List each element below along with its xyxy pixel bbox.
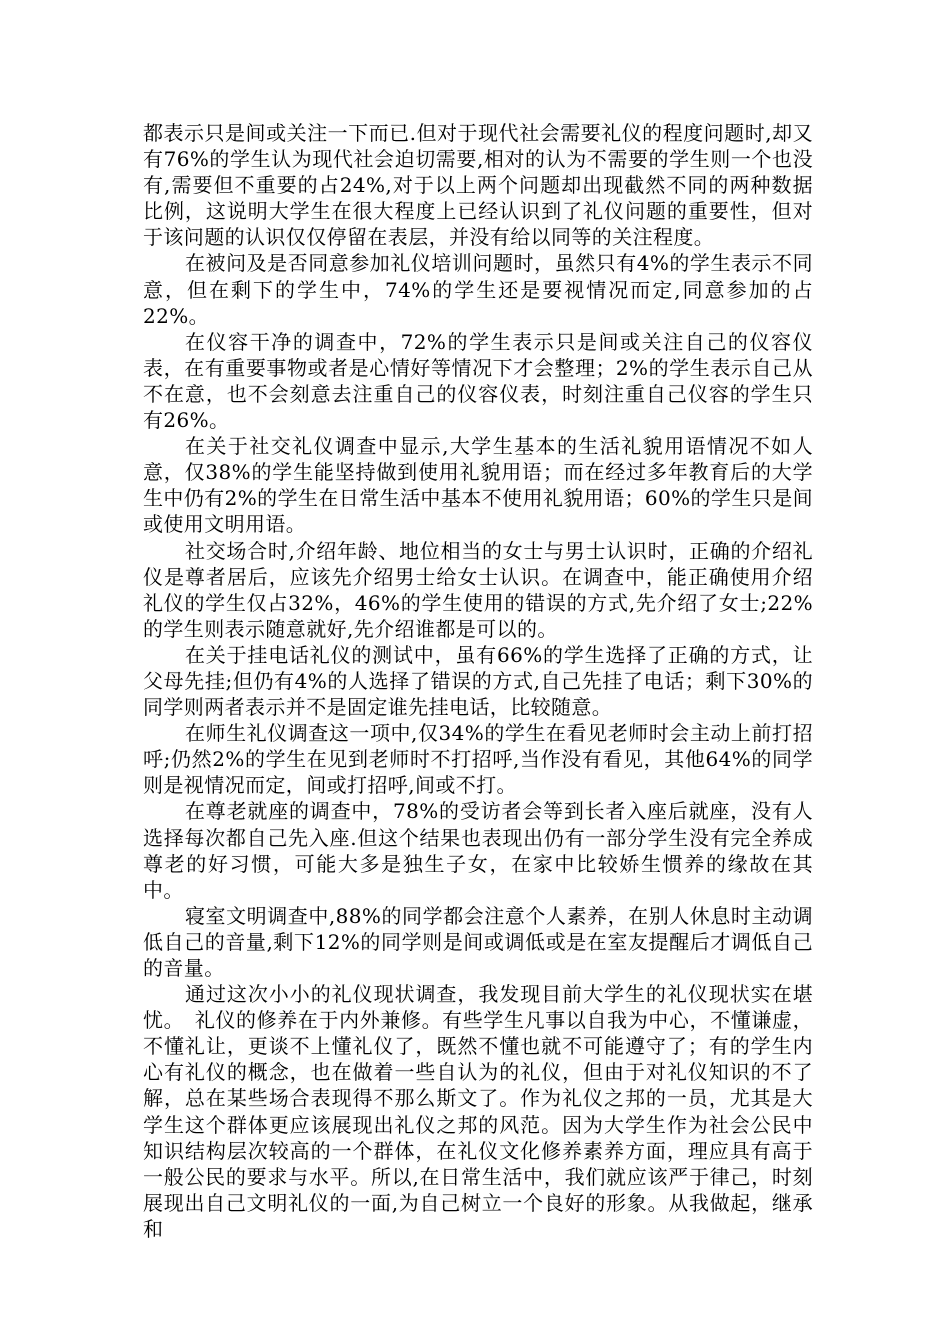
paragraph-5: 社交场合时,介绍年龄、地位相当的女士与男士认识时，正确的介绍礼仪是尊者居后，应该先介绍男士给女士认识。在调查中，能正确使用介绍礼仪的学生仅占32%，46%的学生使用的错误的方式,先介绍了女士;22%的学生则表示随意就好,先介绍谁都是可以的。 — [143, 538, 813, 641]
document-body — [143, 120, 813, 1242]
paragraph-9: 寝室文明调查中,88%的同学都会注意个人素养，在别人休息时主动调低自己的音量,剩下12%的同学则是间或调低或是在室友提醒后才调低自己的音量。 — [143, 903, 813, 980]
paragraph-4: 在关于社交礼仪调查中显示,大学生基本的生活礼貌用语情况不如人意，仅38%的学生能坚持做到使用礼貌用语；而在经过多年教育后的大学生中仍有2%的学生在日常生活中基本不使用礼貌用语；60%的学生只是间或使用文明用语。 — [143, 434, 813, 537]
paragraph-8: 在尊老就座的调查中，78%的受访者会等到长者入座后就座，没有人选择每次都自己先入座.但这个结果也表现出仍有一部分学生没有完全养成尊老的好习惯，可能大多是独生子女，在家中比较娇生惯养的缘故在其中。 — [143, 799, 813, 902]
paragraph-6: 在关于挂电话礼仪的测试中，虽有66%的学生选择了正确的方式，让父母先挂;但仍有4%的人选择了错误的方式,自己先挂了电话；剩下30%的同学则两者表示并不是固定谁先挂电话，比较随意。 — [143, 642, 813, 720]
paragraph-7: 在师生礼仪调查这一项中,仅34%的学生在看见老师时会主动上前打招呼;仍然2%的学生在见到老师时不打招呼,当作没有看见，其他64%的同学则是视情况而定，间或打招呼,间或不打。 — [143, 721, 813, 798]
paragraph-2: 在被问及是否同意参加礼仪培训问题时，虽然只有4%的学生表示不同意，但在剩下的学生中，74%的学生还是要视情况而定,同意参加的占22%。 — [143, 251, 813, 328]
paragraph-10: 通过这次小小的礼仪现状调查，我发现目前大学生的礼仪现状实在堪忧。 礼仪的修养在于内外兼修。有些学生凡事以自我为中心，不懂谦虚，不懂礼让，更谈不上懂礼仪了，既然不懂也就不可能遵守了；有的学生内心有礼仪的概念，也在做着一些自认为的礼仪，但由于对礼仪知识的不了解，总在某些场合表现得不那么斯文了。作为礼仪之邦的一员，尤其是大学生这个群体更应该展现出礼仪之邦的风范。因为大学生作为社会公民中知识结构层次较高的一个群体，在礼仪文化修养素养方面，理应具有高于一般公民的要求与水平。所以,在日常生活中，我们就应该严于律己，时刻展现出自己文明礼仪的一面,为自己树立一个良好的形象。从我做起，继承和 — [143, 982, 813, 1241]
paragraph-1: 都表示只是间或关注一下而已.但对于现代社会需要礼仪的程度问题时,却又有76%的学生认为现代社会迫切需要,相对的认为不需要的学生则一个也没有,需要但不重要的占24%,对于以上两个问题却出现截然不同的两种数据比例，这说明大学生在很大程度上已经认识到了礼仪问题的重要性，但对于该问题的认识仅仅停留在表层，并没有给以同等的关注程度。 — [143, 121, 813, 250]
paragraph-3: 在仪容干净的调查中，72%的学生表示只是间或关注自己的仪容仪表，在有重要事物或者是心情好等情况下才会整理；2%的学生表示自己从不在意，也不会刻意去注重自己的仪容仪表，时刻注重自己仪容的学生只有26%。 — [143, 329, 813, 433]
